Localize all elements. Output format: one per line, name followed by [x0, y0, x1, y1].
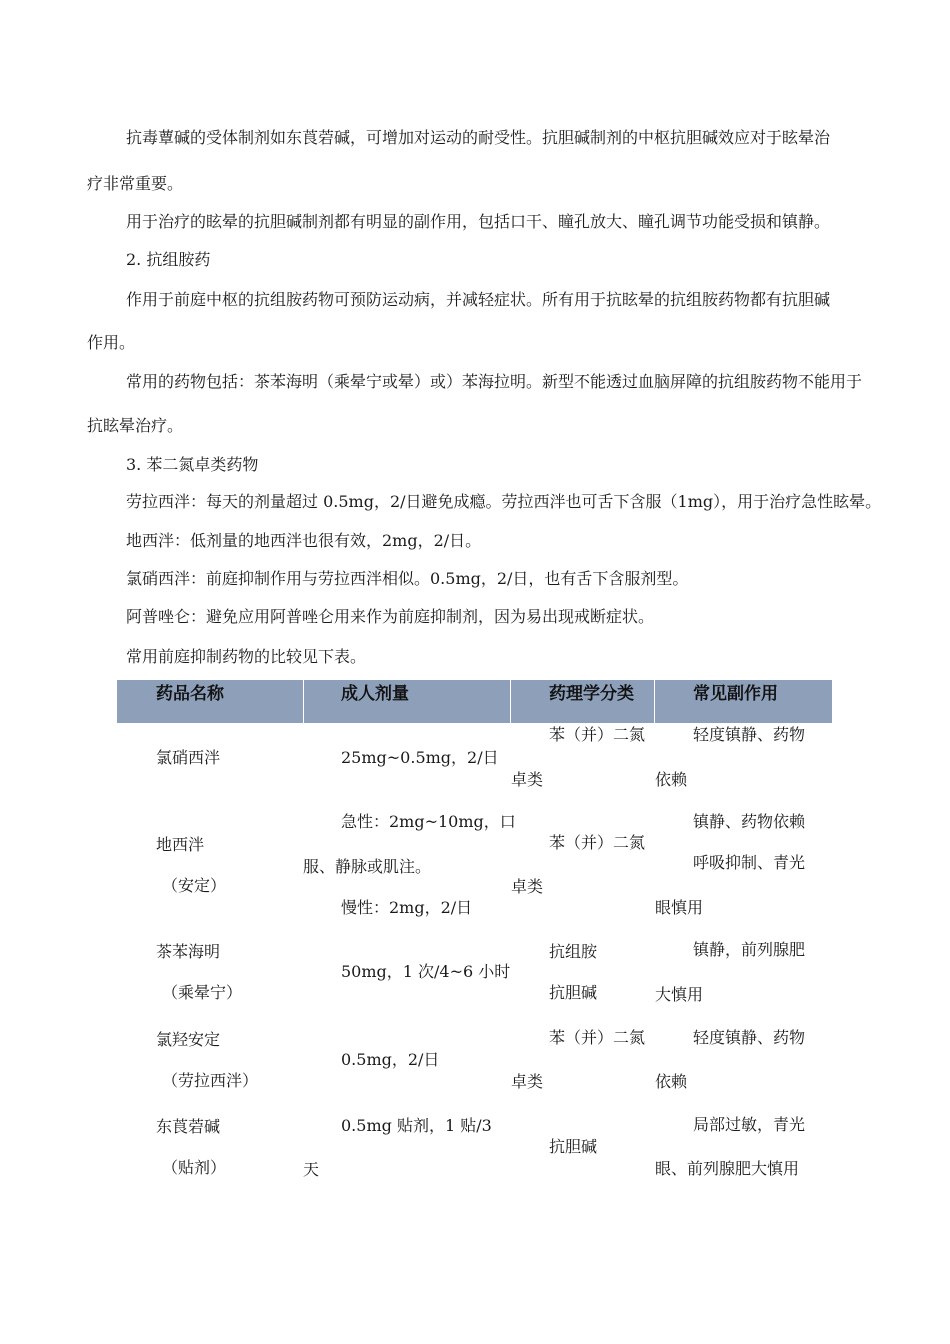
table-header — [117, 680, 832, 723]
table-cell-name: 东莨菪碱 — [156, 1117, 221, 1136]
header-side-effects: 常见副作用 — [693, 684, 778, 704]
table-cell-dose: 天 — [303, 1160, 320, 1179]
table-cell-class: 抗组胺 — [549, 942, 598, 961]
table-cell-side-effect: 依赖 — [655, 1072, 688, 1091]
table-cell-side-effect: 轻度镇静、药物 — [693, 1028, 806, 1047]
table-cell-dose: 50mg，1 次/4~6 小时 — [341, 962, 511, 981]
paragraph-line: 疗非常重要。 — [87, 174, 184, 193]
table-cell-side-effect: 大慎用 — [655, 985, 704, 1004]
table-cell-class: 抗胆碱 — [549, 983, 598, 1002]
table-cell-side-effect: 眼、前列腺肥大慎用 — [655, 1159, 800, 1178]
paragraph-line: 用于治疗的眩晕的抗胆碱制剂都有明显的副作用，包括口干、瞳孔放大、瞳孔调节功能受损和镇静。 — [126, 212, 831, 231]
section-heading: 2. 抗组胺药 — [126, 250, 211, 269]
table-cell-side-effect: 呼吸抑制、青光 — [693, 853, 806, 872]
table-cell-dose: 0.5mg，2/日 — [341, 1050, 440, 1069]
paragraph-line: 作用于前庭中枢的抗组胺药物可预防运动病，并减轻症状。所有用于抗眩晕的抗组胺药物都有抗胆碱 — [126, 290, 831, 309]
table-cell-class: 苯（并）二氮 — [549, 1028, 646, 1047]
table-cell-dose: 服、静脉或肌注。 — [303, 857, 432, 876]
paragraph-line: 地西泮：低剂量的地西泮也很有效，2mg，2/日。 — [126, 531, 482, 550]
table-cell-name: 地西泮 — [156, 835, 205, 854]
paragraph-line: 抗眩晕治疗。 — [87, 416, 184, 435]
table-cell-name: （乘晕宁） — [162, 983, 243, 1002]
table-cell-side-effect: 镇静、药物依赖 — [693, 812, 806, 831]
table-cell-name: （安定） — [162, 876, 227, 895]
table-cell-dose: 急性：2mg~10mg，口 — [341, 812, 516, 831]
table-cell-class: 卓类 — [511, 770, 544, 789]
table-cell-side-effect: 局部过敏，青光 — [693, 1115, 806, 1134]
header-drug-name: 药品名称 — [156, 684, 224, 704]
table-cell-class: 苯（并）二氮 — [549, 833, 646, 852]
header-pharmacology-class: 药理学分类 — [549, 684, 634, 704]
paragraph-line: 常用前庭抑制药物的比较见下表。 — [126, 647, 367, 666]
paragraph-line: 常用的药物包括：茶苯海明（乘晕宁或晕）或）苯海拉明。新型不能透过血脑屏障的抗组胺药物不能用于 — [126, 372, 863, 391]
table-cell-name: （劳拉西泮） — [162, 1071, 259, 1090]
table-cell-name: 氯羟安定 — [156, 1030, 221, 1049]
table-cell-side-effect: 依赖 — [655, 770, 688, 789]
header-adult-dose: 成人剂量 — [341, 684, 409, 704]
table-cell-name: 茶苯海明 — [156, 942, 221, 961]
table-cell-class: 卓类 — [511, 1072, 544, 1091]
table-cell-class: 卓类 — [511, 877, 544, 896]
table-cell-side-effect: 镇静，前列腺肥 — [693, 940, 806, 959]
header-divider — [303, 680, 304, 723]
table-cell-name: 氯硝西泮 — [156, 748, 221, 767]
paragraph-line: 作用。 — [87, 333, 136, 352]
table-cell-side-effect: 眼慎用 — [655, 898, 704, 917]
header-divider — [510, 680, 511, 723]
table-cell-side-effect: 轻度镇静、药物 — [693, 725, 806, 744]
paragraph-line: 抗毒蕈碱的受体制剂如东莨菪碱，可增加对运动的耐受性。抗胆碱制剂的中枢抗胆碱效应对于眩晕治 — [126, 128, 831, 147]
table-cell-dose: 25mg~0.5mg，2/日 — [341, 748, 499, 767]
table-cell-class: 苯（并）二氮 — [549, 725, 646, 744]
table-cell-class: 抗胆碱 — [549, 1137, 598, 1156]
table-cell-name: （贴剂） — [162, 1158, 227, 1177]
paragraph-line: 劳拉西泮：每天的剂量超过 0.5mg，2/日避免成瘾。劳拉西泮也可舌下含服（1mg），用于治疗急性眩晕。 — [126, 492, 882, 511]
header-divider — [654, 680, 655, 723]
table-cell-dose: 慢性：2mg，2/日 — [341, 898, 473, 917]
paragraph-line: 阿普唑仑：避免应用阿普唑仑用来作为前庭抑制剂，因为易出现戒断症状。 — [126, 607, 655, 626]
table-cell-dose: 0.5mg 贴剂，1 贴/3 — [341, 1116, 492, 1135]
section-heading: 3. 苯二氮卓类药物 — [126, 455, 259, 474]
paragraph-line: 氯硝西泮：前庭抑制作用与劳拉西泮相似。0.5mg，2/日，也有舌下含服剂型。 — [126, 569, 689, 588]
